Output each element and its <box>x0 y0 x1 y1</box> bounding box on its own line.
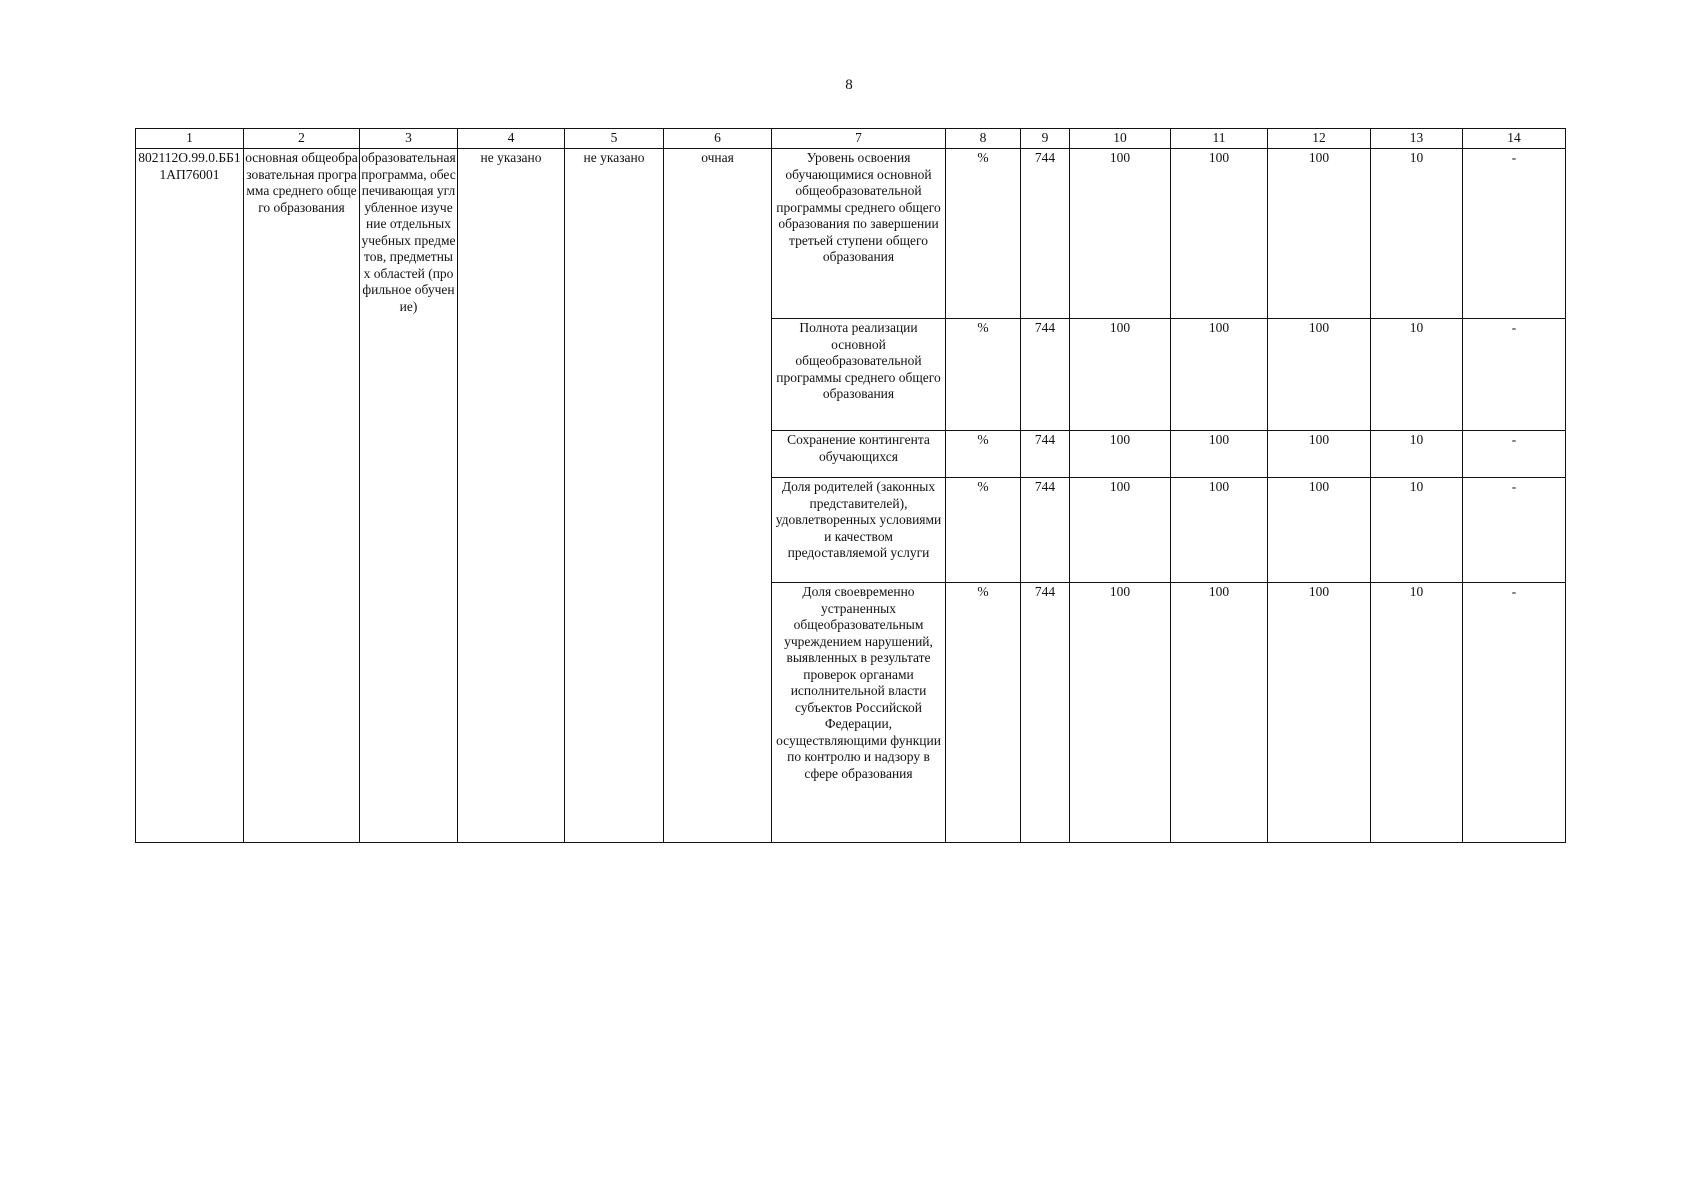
value-cell: 100 <box>1171 319 1268 431</box>
value-cell: 100 <box>1171 431 1268 478</box>
deviation-cell: 10 <box>1371 149 1463 319</box>
value-cell: 100 <box>1070 478 1171 583</box>
column-header: 7 <box>772 129 946 149</box>
column-header: 11 <box>1171 129 1268 149</box>
program-type-cell: основная общеобразовательная программа среднего общего образования <box>244 149 360 843</box>
deviation-cell: 10 <box>1371 583 1463 843</box>
unit-cell: % <box>946 478 1021 583</box>
column-header: 10 <box>1070 129 1171 149</box>
header-row <box>136 129 1566 149</box>
indicator-name-cell: Уровень освоения обучающимися основной общеобразовательной программы среднего общего образования по завершении третьей ступени общего образования <box>772 149 946 319</box>
note-cell: - <box>1463 319 1566 431</box>
value-cell: 100 <box>1070 149 1171 319</box>
program-description-cell: образовательная программа, обеспечивающая углубленное изучение отдельных учебных предметов, предметных областей (профильное обучение) <box>360 149 458 843</box>
note-cell: - <box>1463 583 1566 843</box>
column-header: 1 <box>136 129 244 149</box>
okei-code-cell: 744 <box>1021 583 1070 843</box>
column-header: 12 <box>1268 129 1371 149</box>
indicators-table <box>135 128 1566 843</box>
value-cell: 100 <box>1171 478 1268 583</box>
value-cell: 100 <box>1268 478 1371 583</box>
column-header: 14 <box>1463 129 1566 149</box>
column-header: 3 <box>360 129 458 149</box>
column-header: 13 <box>1371 129 1463 149</box>
registry-code-cell: 802112О.99.0.ББ11АП76001 <box>136 149 244 843</box>
value-cell: 100 <box>1070 319 1171 431</box>
table-row <box>136 149 1566 319</box>
column-header: 4 <box>458 129 565 149</box>
indicator-name-cell: Сохранение контингента обучающихся <box>772 431 946 478</box>
deviation-cell: 10 <box>1371 478 1463 583</box>
unit-cell: % <box>946 149 1021 319</box>
value-cell: 100 <box>1268 319 1371 431</box>
value-cell: 100 <box>1268 431 1371 478</box>
indicator-name-cell: Полнота реализации основной общеобразовательной программы среднего общего образования <box>772 319 946 431</box>
deviation-cell: 10 <box>1371 319 1463 431</box>
note-cell: - <box>1463 431 1566 478</box>
column-header: 2 <box>244 129 360 149</box>
okei-code-cell: 744 <box>1021 319 1070 431</box>
value-cell: 100 <box>1070 431 1171 478</box>
value-cell: 100 <box>1171 149 1268 319</box>
indicator-name-cell: Доля своевременно устраненных общеобразовательным учреждением нарушений, выявленных в результате проверок органами исполнительной власти субъектов Российской Федерации, осуществляющими функции по контролю и надзору в сфере образования <box>772 583 946 843</box>
value-cell: 100 <box>1268 149 1371 319</box>
column-header: 6 <box>664 129 772 149</box>
deviation-cell: 10 <box>1371 431 1463 478</box>
okei-code-cell: 744 <box>1021 149 1070 319</box>
value-cell: 100 <box>1268 583 1371 843</box>
column-4-cell: не указано <box>458 149 565 843</box>
unit-cell: % <box>946 319 1021 431</box>
page-number: 8 <box>845 77 853 93</box>
study-form-cell: очная <box>664 149 772 843</box>
value-cell: 100 <box>1070 583 1171 843</box>
column-5-cell: не указано <box>565 149 664 843</box>
column-header: 9 <box>1021 129 1070 149</box>
value-cell: 100 <box>1171 583 1268 843</box>
note-cell: - <box>1463 478 1566 583</box>
unit-cell: % <box>946 431 1021 478</box>
indicator-name-cell: Доля родителей (законных представителей), удовлетворенных условиями и качеством предоставляемой услуги <box>772 478 946 583</box>
note-cell: - <box>1463 149 1566 319</box>
okei-code-cell: 744 <box>1021 431 1070 478</box>
okei-code-cell: 744 <box>1021 478 1070 583</box>
column-header: 8 <box>946 129 1021 149</box>
column-header: 5 <box>565 129 664 149</box>
unit-cell: % <box>946 583 1021 843</box>
